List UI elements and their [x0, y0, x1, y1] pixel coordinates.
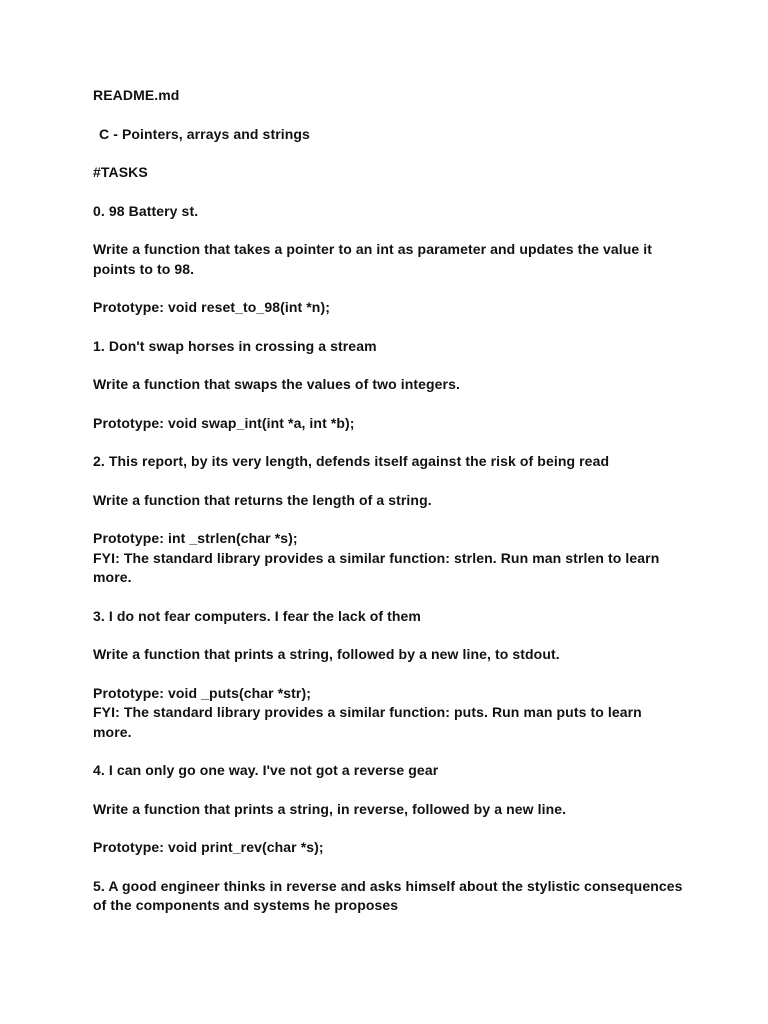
task-description: Write a function that swaps the values of two integers. [93, 376, 460, 392]
task-heading: 0. 98 Battery st. [93, 202, 199, 219]
task-heading: 3. I do not fear computers. I fear the lack of them [93, 607, 421, 624]
document-body [93, 86, 683, 935]
task-fyi: FYI: The standard library provides a similar function: strlen. Run man strlen to learn more. [93, 549, 660, 585]
task-description: Write a function that prints a string, followed by a new line, to stdout. [93, 646, 560, 662]
task-heading: 4. I can only go one way. I've not got a reverse gear [93, 762, 439, 778]
task-prototype-block [93, 529, 683, 588]
task-description: Write a function that returns the length of a string. [93, 491, 432, 508]
task-description: Write a function that prints a string, in reverse, followed by a new line. [93, 800, 567, 817]
task-prototype: Prototype: void reset_to_98(int *n); [93, 299, 330, 315]
document-title: C - Pointers, arrays and strings [99, 125, 310, 142]
task-prototype: Prototype: void print_rev(char *s); [93, 839, 324, 855]
task-heading: 1. Don't swap horses in crossing a stream [93, 337, 377, 354]
task-heading: 2. This report, by its very length, defends itself against the risk of being read [93, 453, 610, 469]
task-prototype: Prototype: void swap_int(int *a, int *b); [93, 414, 355, 431]
task-fyi: FYI: The standard library provides a similar function: puts. Run man puts to learn more. [93, 704, 642, 740]
section-heading: #TASKS [93, 164, 148, 180]
document-filename: README.md [93, 87, 180, 103]
task-heading: 5. A good engineer thinks in reverse and asks himself about the stylistic consequences of the components and systems he proposes [93, 877, 683, 913]
task-prototype: Prototype: int _strlen(char *s); [93, 530, 298, 546]
task-description: Write a function that takes a pointer to an int as parameter and updates the value it points to to 98. [93, 241, 653, 277]
task-prototype-block [93, 684, 683, 743]
task-prototype: Prototype: void _puts(char *str); [93, 684, 311, 701]
